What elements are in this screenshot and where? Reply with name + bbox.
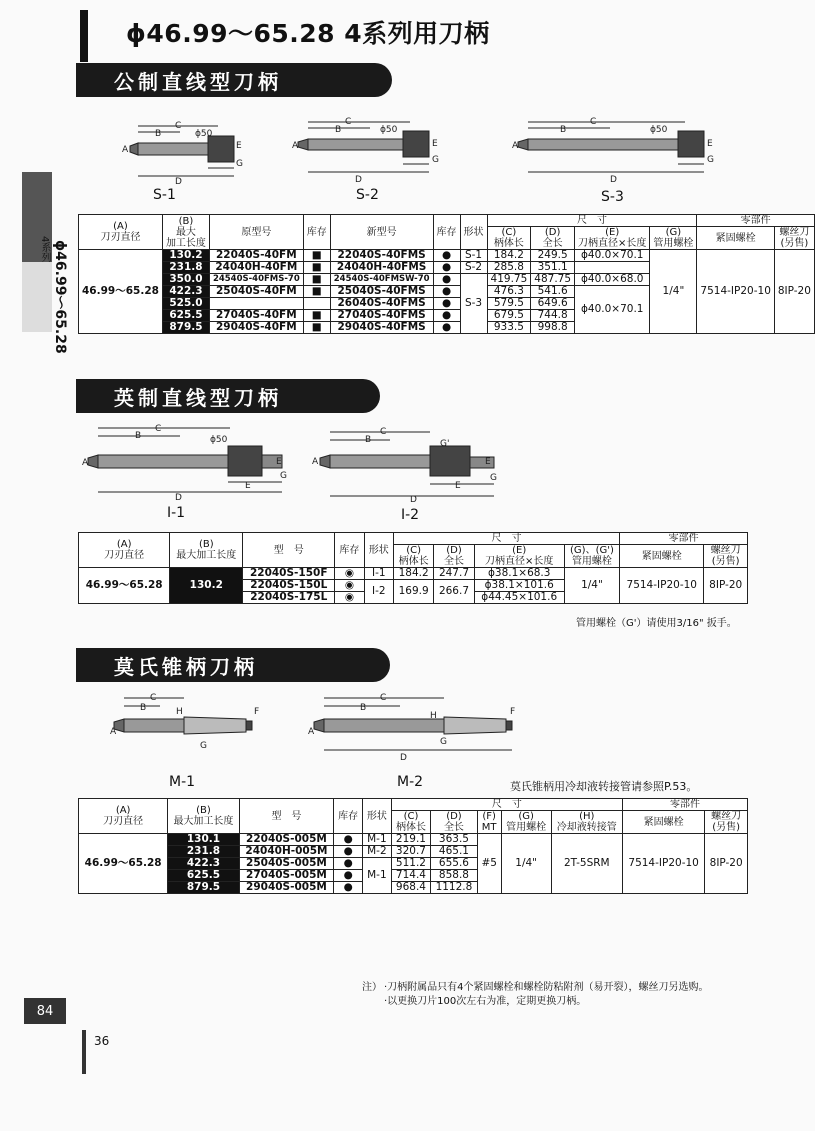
label-i1-d: D xyxy=(175,493,182,503)
label-s2-e: E xyxy=(432,139,438,149)
caption-s2: S-2 xyxy=(356,187,379,203)
label-m1-h: H xyxy=(176,707,183,717)
t1-head-g: (G) 管用螺栓 xyxy=(650,227,697,250)
table-cell: ● xyxy=(433,262,460,274)
table-cell: S-1 xyxy=(460,250,487,262)
label-s2-b: B xyxy=(335,125,342,135)
t1-head-new: 新型号 xyxy=(330,215,433,250)
label-i2-gp: G' xyxy=(440,439,450,449)
caption-i2: I-2 xyxy=(401,507,420,523)
label-s2-d: D xyxy=(355,175,362,185)
label-s1-dia: ϕ50 xyxy=(195,129,213,139)
label-m2-g: G xyxy=(440,737,447,747)
t3-head-h: (H) 冷却液转接管 xyxy=(551,811,622,834)
table-cell: ● xyxy=(433,322,460,334)
table-cell: 22040S-40FMS xyxy=(330,250,433,262)
table-cell: ● xyxy=(433,310,460,322)
table-cell: 22040S-175L xyxy=(243,592,335,604)
table-cell: 714.4 xyxy=(391,870,430,882)
table-cell: ϕ38.1×68.3 xyxy=(474,568,564,580)
table-cell: 320.7 xyxy=(391,846,430,858)
label-i2-a: A xyxy=(312,457,319,467)
table-cell: 649.6 xyxy=(531,298,575,310)
t1-head-parts: 零部件 xyxy=(697,215,814,227)
label-i1-e: E xyxy=(276,457,282,467)
table-cell: 24040H-005M xyxy=(239,846,334,858)
table-cell: 525.0 xyxy=(162,298,209,310)
label-m1-c: C xyxy=(150,693,157,703)
table-cell: ● xyxy=(433,286,460,298)
label-m2-a: A xyxy=(308,727,315,737)
table-cell: 25040S-40FM xyxy=(209,286,303,298)
t2-b: 130.2 xyxy=(170,568,243,604)
table-cell: I-2 xyxy=(364,580,393,604)
t2-head-wrench: 螺丝刀 (另售) xyxy=(704,545,748,568)
table-cell: 625.5 xyxy=(162,310,209,322)
diagram-s2 xyxy=(298,122,429,172)
t2-clamp: 7514-IP20-10 xyxy=(620,568,704,604)
table-cell: M-1 xyxy=(363,834,392,846)
side-tab-light xyxy=(22,262,52,332)
t3-pipe: 1/4" xyxy=(501,834,551,894)
table-row xyxy=(79,568,748,580)
table-cell: 24540S-40FMSW-70 xyxy=(330,274,433,286)
t3-head-parts: 零部件 xyxy=(622,799,747,811)
t2-head-a: (A) 刀刃直径 xyxy=(79,533,170,568)
table-cell: ϕ38.1×101.6 xyxy=(474,580,564,592)
notes-label: 注） xyxy=(362,982,382,993)
side-series-label: 4系列 xyxy=(39,236,50,263)
t3-head-shape: 形状 xyxy=(363,799,392,834)
label-m1-g: G xyxy=(200,741,207,751)
table-cell: 933.5 xyxy=(487,322,531,334)
side-range-label: ϕ46.99～65.28 xyxy=(52,240,68,354)
table-cell: 511.2 xyxy=(391,858,430,870)
t1-head-stock2: 库存 xyxy=(433,215,460,250)
label-s1-e: E xyxy=(236,141,242,151)
label-s1-g: G xyxy=(236,159,243,169)
table-cell: 1112.8 xyxy=(431,882,478,894)
table-cell xyxy=(575,262,650,274)
table-cell: 29040S-005M xyxy=(239,882,334,894)
table-cell: ● xyxy=(334,858,363,870)
t3-head-a: (A) 刀刃直径 xyxy=(79,799,168,834)
notes-line-2: ·以更换刀片100次左右为准，定期更换刀柄。 xyxy=(384,996,587,1007)
table-row xyxy=(79,834,748,846)
table-cell: S-2 xyxy=(460,262,487,274)
t1-head-d: (D) 全长 xyxy=(531,227,575,250)
t1-head-c: (C) 柄体长 xyxy=(487,227,531,250)
table-cell: 22040S-005M xyxy=(239,834,334,846)
table-cell: 22040S-150L xyxy=(243,580,335,592)
table-cell: 422.3 xyxy=(168,858,239,870)
table-cell: 419.75 xyxy=(487,274,531,286)
table-cell: 422.3 xyxy=(162,286,209,298)
table-cell: ■ xyxy=(303,274,330,286)
t3-head-f: (F) MT xyxy=(477,811,501,834)
table-cell xyxy=(303,298,330,310)
t2-wrench: 8IP-20 xyxy=(704,568,748,604)
table-cell: 27040S-40FMS xyxy=(330,310,433,322)
label-i1-dia: ϕ50 xyxy=(210,435,228,445)
label-i1-b: B xyxy=(135,431,142,441)
t1-diameter: 46.99～65.28 xyxy=(79,250,163,334)
t3-head-b: (B) 最大加工长度 xyxy=(168,799,239,834)
table-cell: 858.8 xyxy=(431,870,478,882)
table-cell: M-1 xyxy=(363,858,392,894)
t1-pipe: 1/4" xyxy=(650,250,697,334)
morse-spec-table xyxy=(78,798,748,894)
table-cell: 25040S-40FMS xyxy=(330,286,433,298)
table-cell: ■ xyxy=(303,310,330,322)
table-cell: 26040S-40FMS xyxy=(330,298,433,310)
label-m2-b: B xyxy=(360,703,367,713)
t3-head-model: 型 号 xyxy=(239,799,334,834)
t2-head-parts: 零部件 xyxy=(620,533,748,545)
page-number-secondary: 36 xyxy=(94,1034,110,1048)
t3-head-c: (C) 柄体长 xyxy=(391,811,430,834)
table-cell: ϕ44.45×101.6 xyxy=(474,592,564,604)
t1-head-wrench: 螺丝刀 (另售) xyxy=(774,227,814,250)
label-i2-b: B xyxy=(365,435,372,445)
label-s3-b: B xyxy=(560,125,567,135)
table-cell xyxy=(209,298,303,310)
table-cell: 655.6 xyxy=(431,858,478,870)
table-cell: 879.5 xyxy=(162,322,209,334)
t2-head-clamp: 紧固螺栓 xyxy=(620,545,704,568)
table-cell: 169.9 xyxy=(393,580,433,604)
table-cell: 25040S-005M xyxy=(239,858,334,870)
table-cell: 231.8 xyxy=(162,262,209,274)
table-cell: 27040S-40FM xyxy=(209,310,303,322)
label-m2-h: H xyxy=(430,711,437,721)
diagram-part xyxy=(130,122,704,176)
table-cell: 363.5 xyxy=(431,834,478,846)
t2-head-c: (C) 柄体长 xyxy=(393,545,433,568)
label-s1-c: C xyxy=(175,121,182,131)
diagram-part xyxy=(114,698,512,750)
inch-spec-table xyxy=(78,532,748,604)
t2-head-b: (B) 最大加工长度 xyxy=(170,533,243,568)
t1-head-old: 原型号 xyxy=(209,215,303,250)
t2-head-g: (G)、(G') 管用螺栓 xyxy=(564,545,619,568)
label-i2-e2: E xyxy=(455,481,461,491)
label-i1-c: C xyxy=(155,424,162,434)
caption-s1: S-1 xyxy=(153,187,176,203)
label-s3-g: G xyxy=(707,155,714,165)
diagram-part xyxy=(88,428,494,496)
table-cell: 879.5 xyxy=(168,882,239,894)
t2-head-d: (D) 全长 xyxy=(434,545,474,568)
t1-head-shape: 形状 xyxy=(460,215,487,250)
table-cell: 184.2 xyxy=(393,568,433,580)
table-cell: ● xyxy=(334,882,363,894)
t3-wrench: 8IP-20 xyxy=(705,834,748,894)
diagram-s3 xyxy=(518,122,704,172)
t3-head-stock: 库存 xyxy=(334,799,363,834)
t1-wrench: 8IP-20 xyxy=(774,250,814,334)
t2-pipe: 1/4" xyxy=(564,568,619,604)
label-s1-a: A xyxy=(122,145,129,155)
t2-head-stock: 库存 xyxy=(335,533,364,568)
label-m1-b: B xyxy=(140,703,147,713)
inch-table-note: 管用螺栓（G'）请使用3/16" 扳手。 xyxy=(576,618,737,629)
t2-head-model: 型 号 xyxy=(243,533,335,568)
label-i2-g: G xyxy=(490,473,497,483)
table-cell: 351.1 xyxy=(531,262,575,274)
page-number-bar xyxy=(82,1030,86,1074)
table-cell: 24040H-40FM xyxy=(209,262,303,274)
table-cell: ● xyxy=(433,250,460,262)
table-cell: ◉ xyxy=(335,568,364,580)
diagram-m1 xyxy=(114,698,252,734)
t3-head-clamp: 紧固螺栓 xyxy=(622,811,704,834)
table-cell: ● xyxy=(433,274,460,286)
table-cell: 219.1 xyxy=(391,834,430,846)
table-cell: ● xyxy=(334,870,363,882)
table-cell: M-2 xyxy=(363,846,392,858)
caption-i1: I-1 xyxy=(167,505,186,521)
caption-m2: M-2 xyxy=(397,774,424,790)
page-number: 84 xyxy=(24,998,66,1024)
t1-head-dim: 尺 寸 xyxy=(487,215,697,227)
table-cell: I-1 xyxy=(364,568,393,580)
label-s3-e: E xyxy=(707,139,713,149)
table-cell: ◉ xyxy=(335,580,364,592)
label-m2-d: D xyxy=(400,753,407,763)
inch-shank-diagrams xyxy=(80,420,520,510)
caption-s3: S-3 xyxy=(601,189,624,205)
t3-head-dim: 尺 寸 xyxy=(391,799,622,811)
label-i2-e: E xyxy=(485,457,491,467)
section-title-morse: 莫氏锥柄刀柄 xyxy=(114,654,258,679)
page-title: ϕ46.99～65.28 4系列用刀柄 xyxy=(126,19,490,48)
t3-mt: #5 xyxy=(477,834,501,894)
table-cell: 476.3 xyxy=(487,286,531,298)
table-cell: ● xyxy=(334,846,363,858)
table-cell: ■ xyxy=(303,262,330,274)
t2-diameter: 46.99～65.28 xyxy=(79,568,170,604)
label-s3-a: A xyxy=(512,141,519,151)
label-s2-g: G xyxy=(432,155,439,165)
table-cell: 541.6 xyxy=(531,286,575,298)
diagram-m2 xyxy=(314,698,512,750)
label-s2-c: C xyxy=(345,117,352,127)
t1-clamp: 7514-IP20-10 xyxy=(697,250,774,334)
label-s3-d: D xyxy=(610,175,617,185)
section-title-inch: 英制直线型刀柄 xyxy=(114,385,282,410)
table-row xyxy=(79,250,815,262)
table-cell: 22040S-150F xyxy=(243,568,335,580)
section-title-metric: 公制直线型刀柄 xyxy=(114,69,282,94)
table-cell: ϕ40.0×70.1 xyxy=(575,250,650,262)
label-s3-dia: ϕ50 xyxy=(650,125,668,135)
table-cell: ■ xyxy=(303,250,330,262)
table-cell: 285.8 xyxy=(487,262,531,274)
label-s2-a: A xyxy=(292,141,299,151)
table-cell: ϕ40.0×68.0 xyxy=(575,274,650,286)
label-m1-f: F xyxy=(254,707,260,717)
label-m1-a: A xyxy=(110,727,117,737)
notes-line-1: ·刀柄附属品只有4个紧固螺栓和螺栓防粘附剂（易开裂），螺丝刀另选购。 xyxy=(384,982,709,993)
t3-diameter: 46.99～65.28 xyxy=(79,834,168,894)
table-cell: 29040S-40FMS xyxy=(330,322,433,334)
label-s1-d: D xyxy=(175,177,182,187)
table-cell: 579.5 xyxy=(487,298,531,310)
section-banner-metric xyxy=(80,63,392,97)
table-cell: 184.2 xyxy=(487,250,531,262)
table-cell: 625.5 xyxy=(168,870,239,882)
morse-table-note: 莫氏锥柄用冷却液转接管请参照P.53。 xyxy=(510,780,698,793)
table-cell: 998.8 xyxy=(531,322,575,334)
t2-head-shape: 形状 xyxy=(364,533,393,568)
table-cell: 487.75 xyxy=(531,274,575,286)
table-cell: S-3 xyxy=(460,274,487,334)
table-cell: 27040S-005M xyxy=(239,870,334,882)
table-cell: ■ xyxy=(303,286,330,298)
t3-clamp: 7514-IP20-10 xyxy=(622,834,704,894)
label-m2-c: C xyxy=(380,693,387,703)
table-cell: ● xyxy=(433,298,460,310)
table-cell: ■ xyxy=(303,322,330,334)
table-cell: ◉ xyxy=(335,592,364,604)
label-s1-b: B xyxy=(155,129,162,139)
table-cell: 231.8 xyxy=(168,846,239,858)
table-cell: 130.2 xyxy=(162,250,209,262)
table-cell: ϕ40.0×70.1 xyxy=(575,286,650,334)
title-accent-bar xyxy=(80,10,88,62)
label-m2-f: F xyxy=(510,707,516,717)
t2-head-dim: 尺 寸 xyxy=(393,533,619,545)
table-cell: 744.8 xyxy=(531,310,575,322)
label-s2-dia: ϕ50 xyxy=(380,125,398,135)
table-cell: 679.5 xyxy=(487,310,531,322)
table-cell: 130.1 xyxy=(168,834,239,846)
t3-head-d: (D) 全长 xyxy=(431,811,478,834)
section-banner-inch xyxy=(80,379,380,413)
section-banner-morse xyxy=(80,648,390,682)
table-cell: 465.1 xyxy=(431,846,478,858)
t1-head-stock: 库存 xyxy=(303,215,330,250)
table-cell: 266.7 xyxy=(434,580,474,604)
table-cell: 22040S-40FM xyxy=(209,250,303,262)
table-cell: 29040S-40FM xyxy=(209,322,303,334)
t2-head-e: (E) 刀柄直径×长度 xyxy=(474,545,564,568)
diagram-i1 xyxy=(88,428,282,492)
label-i1-g: G xyxy=(280,471,287,481)
table-cell: 350.0 xyxy=(162,274,209,286)
diagram-i2 xyxy=(320,432,494,496)
t1-head-clamp: 紧固螺栓 xyxy=(697,227,774,250)
table-cell: 24540S-40FMS-70 xyxy=(209,274,303,286)
caption-m1: M-1 xyxy=(169,774,196,790)
t1-head-b: (B) 最大 加工长度 xyxy=(162,215,209,250)
t3-head-g: (G) 管用螺栓 xyxy=(501,811,551,834)
t1-head-a: (A) 刀刃直径 xyxy=(79,215,163,250)
label-i1-e2: E xyxy=(245,481,251,491)
morse-shank-diagrams xyxy=(110,690,530,770)
table-cell: 249.5 xyxy=(531,250,575,262)
t3-head-wrench: 螺丝刀 (另售) xyxy=(705,811,748,834)
table-cell: 247.7 xyxy=(434,568,474,580)
label-i1-a: A xyxy=(82,458,89,468)
table-cell: ● xyxy=(334,834,363,846)
table-cell: 24040H-40FMS xyxy=(330,262,433,274)
label-s3-c: C xyxy=(590,117,597,127)
table-cell: 968.4 xyxy=(391,882,430,894)
t3-adapter: 2T-5SRM xyxy=(551,834,622,894)
label-i2-c: C xyxy=(380,427,387,437)
label-i2-d: D xyxy=(410,495,417,505)
t1-head-e: (E) 刀柄直径×长度 xyxy=(575,227,650,250)
metric-spec-table xyxy=(78,214,815,334)
diagram-s1 xyxy=(130,126,234,176)
metric-shank-diagrams xyxy=(110,118,730,208)
